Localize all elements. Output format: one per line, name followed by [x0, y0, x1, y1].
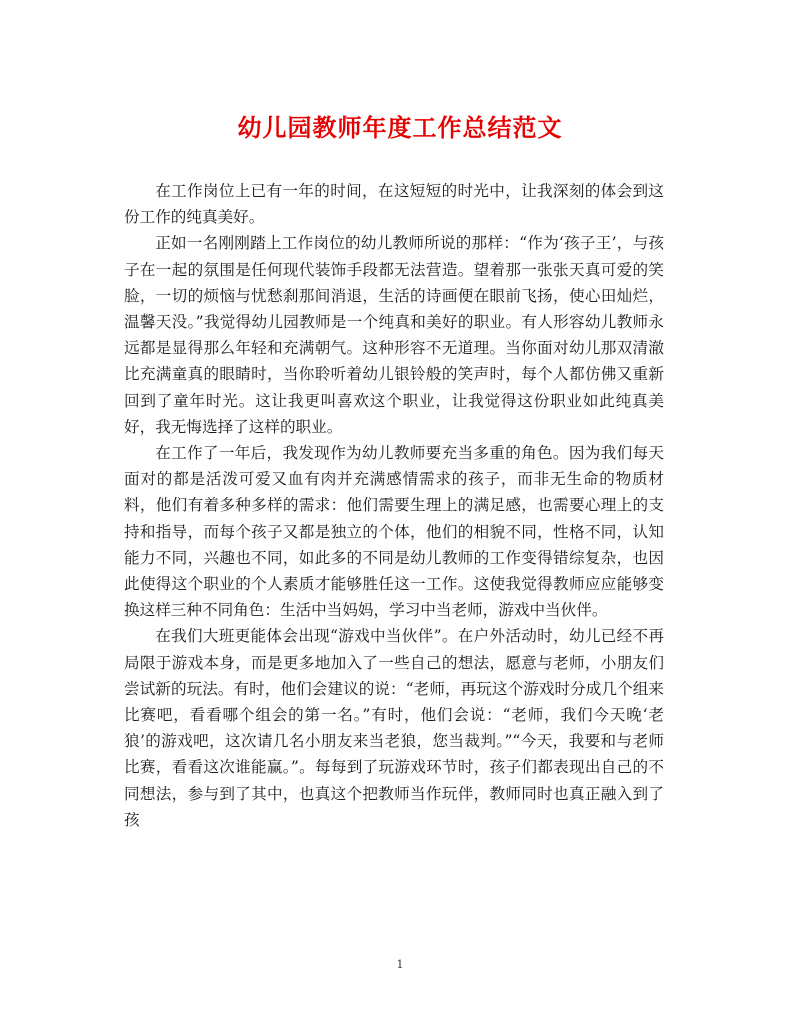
document-body [124, 178, 664, 833]
paragraph-2: 正如一名刚刚踏上工作岗位的幼儿教师所说的那样：“作为‘孩子王’，与孩子在一起的氛围是任何现代装饰手段都无法营造。望着那一张张天真可爱的笑脸，一切的烦恼与忧愁刹那间消退，生活的诗画便在眼前飞扬，使心田灿烂，温馨天没。”我觉得幼儿园教师是一个纯真和美好的职业。有人形容幼儿教师永远都是显得那么年轻和充满朝气。这种形容不无道理。当你面对幼儿那双清澈比充满童真的眼睛时，当你聆听着幼儿银铃般的笑声时，每个人都仿佛又重新回到了童年时光。这让我更叫喜欢这个职业，让我觉得这份职业如此纯真美好，我无悔选择了这样的职业。 [124, 234, 664, 436]
paragraph-1: 在工作岗位上已有一年的时间，在这短短的时光中，让我深刻的体会到这份工作的纯真美好。 [124, 182, 664, 227]
document-title: 幼儿园教师年度工作总结范文 [237, 113, 563, 142]
paragraph-4: 在我们大班更能体会出现“游戏中当伙伴”。在户外活动时，幼儿已经不再局限于游戏本身，而是更多地加入了一些自己的想法，愿意与老师，小朋友们尝试新的玩法。有时，他们会建议的说：“老师，再玩这个游戏时分成几个组来比赛吧，看看哪个组会的第一名。”有时，他们会说：“老师，我们今天晚‘老狼’的游戏吧，这次请几名小朋友来当老狼，您当裁判。”“今天，我要和与老师比赛，看看这次谁能赢。”。每每到了玩游戏环节时，孩子们都表现出自己的不同想法，参与到了其中，也真这个把教师当作玩伴，教师同时也真正融入到了孩 [124, 627, 664, 829]
page-number: 1 [396, 958, 404, 971]
paragraph-3: 在工作了一年后，我发现作为幼儿教师要充当多重的角色。因为我们每天面对的都是活泼可爱又血有肉并充满感情需求的孩子，而非无生命的物质材料，他们有着多种多样的需求：他们需要生理上的满足感，也需要心理上的支持和指导，而每个孩子又都是独立的个体，他们的相貌不同，性格不同，认知能力不同，兴趣也不同，如此多的不同是幼儿教师的工作变得错综复杂，也因此使得这个职业的个人素质才能够胜任这一工作。这使我觉得教师应应能够变换这样三种不同角色：生活中当妈妈，学习中当老师，游戏中当伙伴。 [124, 444, 664, 620]
